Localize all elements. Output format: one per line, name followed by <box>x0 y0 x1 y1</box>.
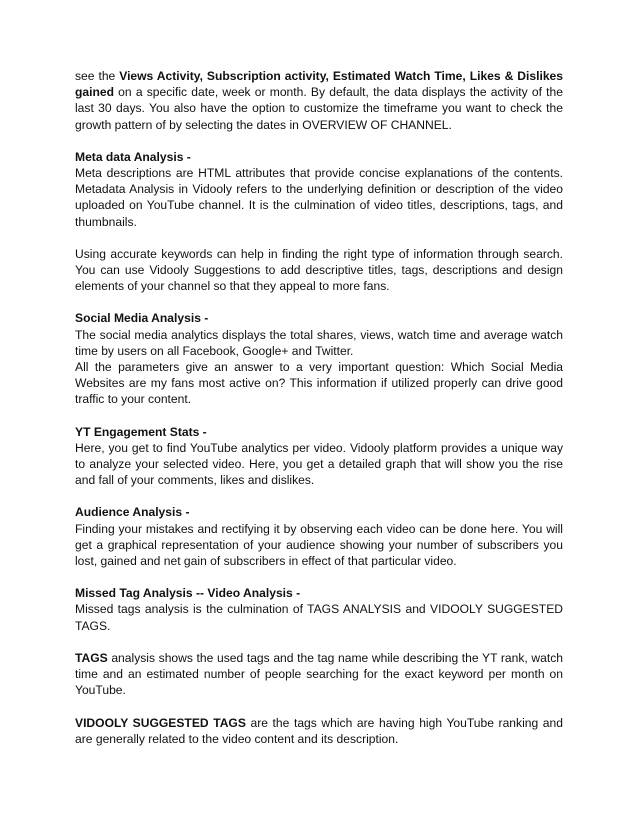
intro-bold-metrics: Views Activity, Subscription activity, Estimated Watch Time, Likes & Dislikes gained <box>75 69 563 100</box>
audience-heading: Audience Analysis - <box>75 505 190 520</box>
social-paragraph-1: The social media analytics displays the total shares, views, watch time and average watch time by users on all Facebook, Google+ and Twitter. <box>75 327 563 358</box>
missed-tag-paragraph-3: VIDOOLY SUGGESTED TAGS are the tags which are having high YouTube ranking and are generally related to the video content and its description. <box>75 715 563 746</box>
metadata-paragraph-1: Meta descriptions are HTML attributes that provide concise explanations of the contents. Metadata Analysis in Vidooly refers to the underlying definition or description of the video uploaded on YouTube channel. It is the culmination of video titles, descriptions, tags, and thumbnails. <box>75 166 563 229</box>
intro-paragraph: see the Views Activity, Subscription activity, Estimated Watch Time, Likes & Dislikes gained on a specific date, week or month. By default, the data displays the activity of the last 30 days. You also have the option to customize the timeframe you want to check the growth pattern of by selecting the dates in OVERVIEW OF CHANNEL. <box>75 69 563 132</box>
missed-tag-heading: Missed Tag Analysis -- Video Analysis - <box>75 586 301 601</box>
social-heading: Social Media Analysis - <box>75 311 209 326</box>
metadata-heading: Meta data Analysis - <box>75 149 191 164</box>
missed-tag-paragraph-1: Missed tags analysis is the culmination of TAGS ANALYSIS and VIDOOLY SUGGESTED TAGS. <box>75 602 563 633</box>
engagement-paragraph: Here, you get to find YouTube analytics per video. Vidooly platform provides a unique way to analyze your selected video. Here, you get a detailed graph that will show you the rise and fall of your comments, likes and dislikes. <box>75 440 563 488</box>
tags-bold: TAGS <box>75 650 108 665</box>
metadata-paragraph-2: Using accurate keywords can help in finding the right type of information through search. You can use Vidooly Suggestions to add descriptive titles, tags, descriptions and design elements of your channel so that they appeal to more fans. <box>75 246 563 294</box>
missed-tag-paragraph-2: TAGS analysis shows the used tags and the tag name while describing the YT rank, watch time and an estimated number of people searching for the exact keyword per month on YouTube. <box>75 650 563 698</box>
audience-paragraph: Finding your mistakes and rectifying it by observing each video can be done here. You will get a graphical representation of your audience showing your number of subscribers you lost, gained and net gain of subscribers in effect of that particular video. <box>75 521 563 569</box>
engagement-heading: YT Engagement Stats - <box>75 424 207 439</box>
suggested-tags-bold: VIDOOLY SUGGESTED TAGS <box>75 715 246 730</box>
social-paragraph-2: All the parameters give an answer to a very important question: Which Social Media Websites are my fans most active on? This information if utilized properly can drive good traffic to your content. <box>75 360 563 407</box>
document-page <box>75 68 563 763</box>
